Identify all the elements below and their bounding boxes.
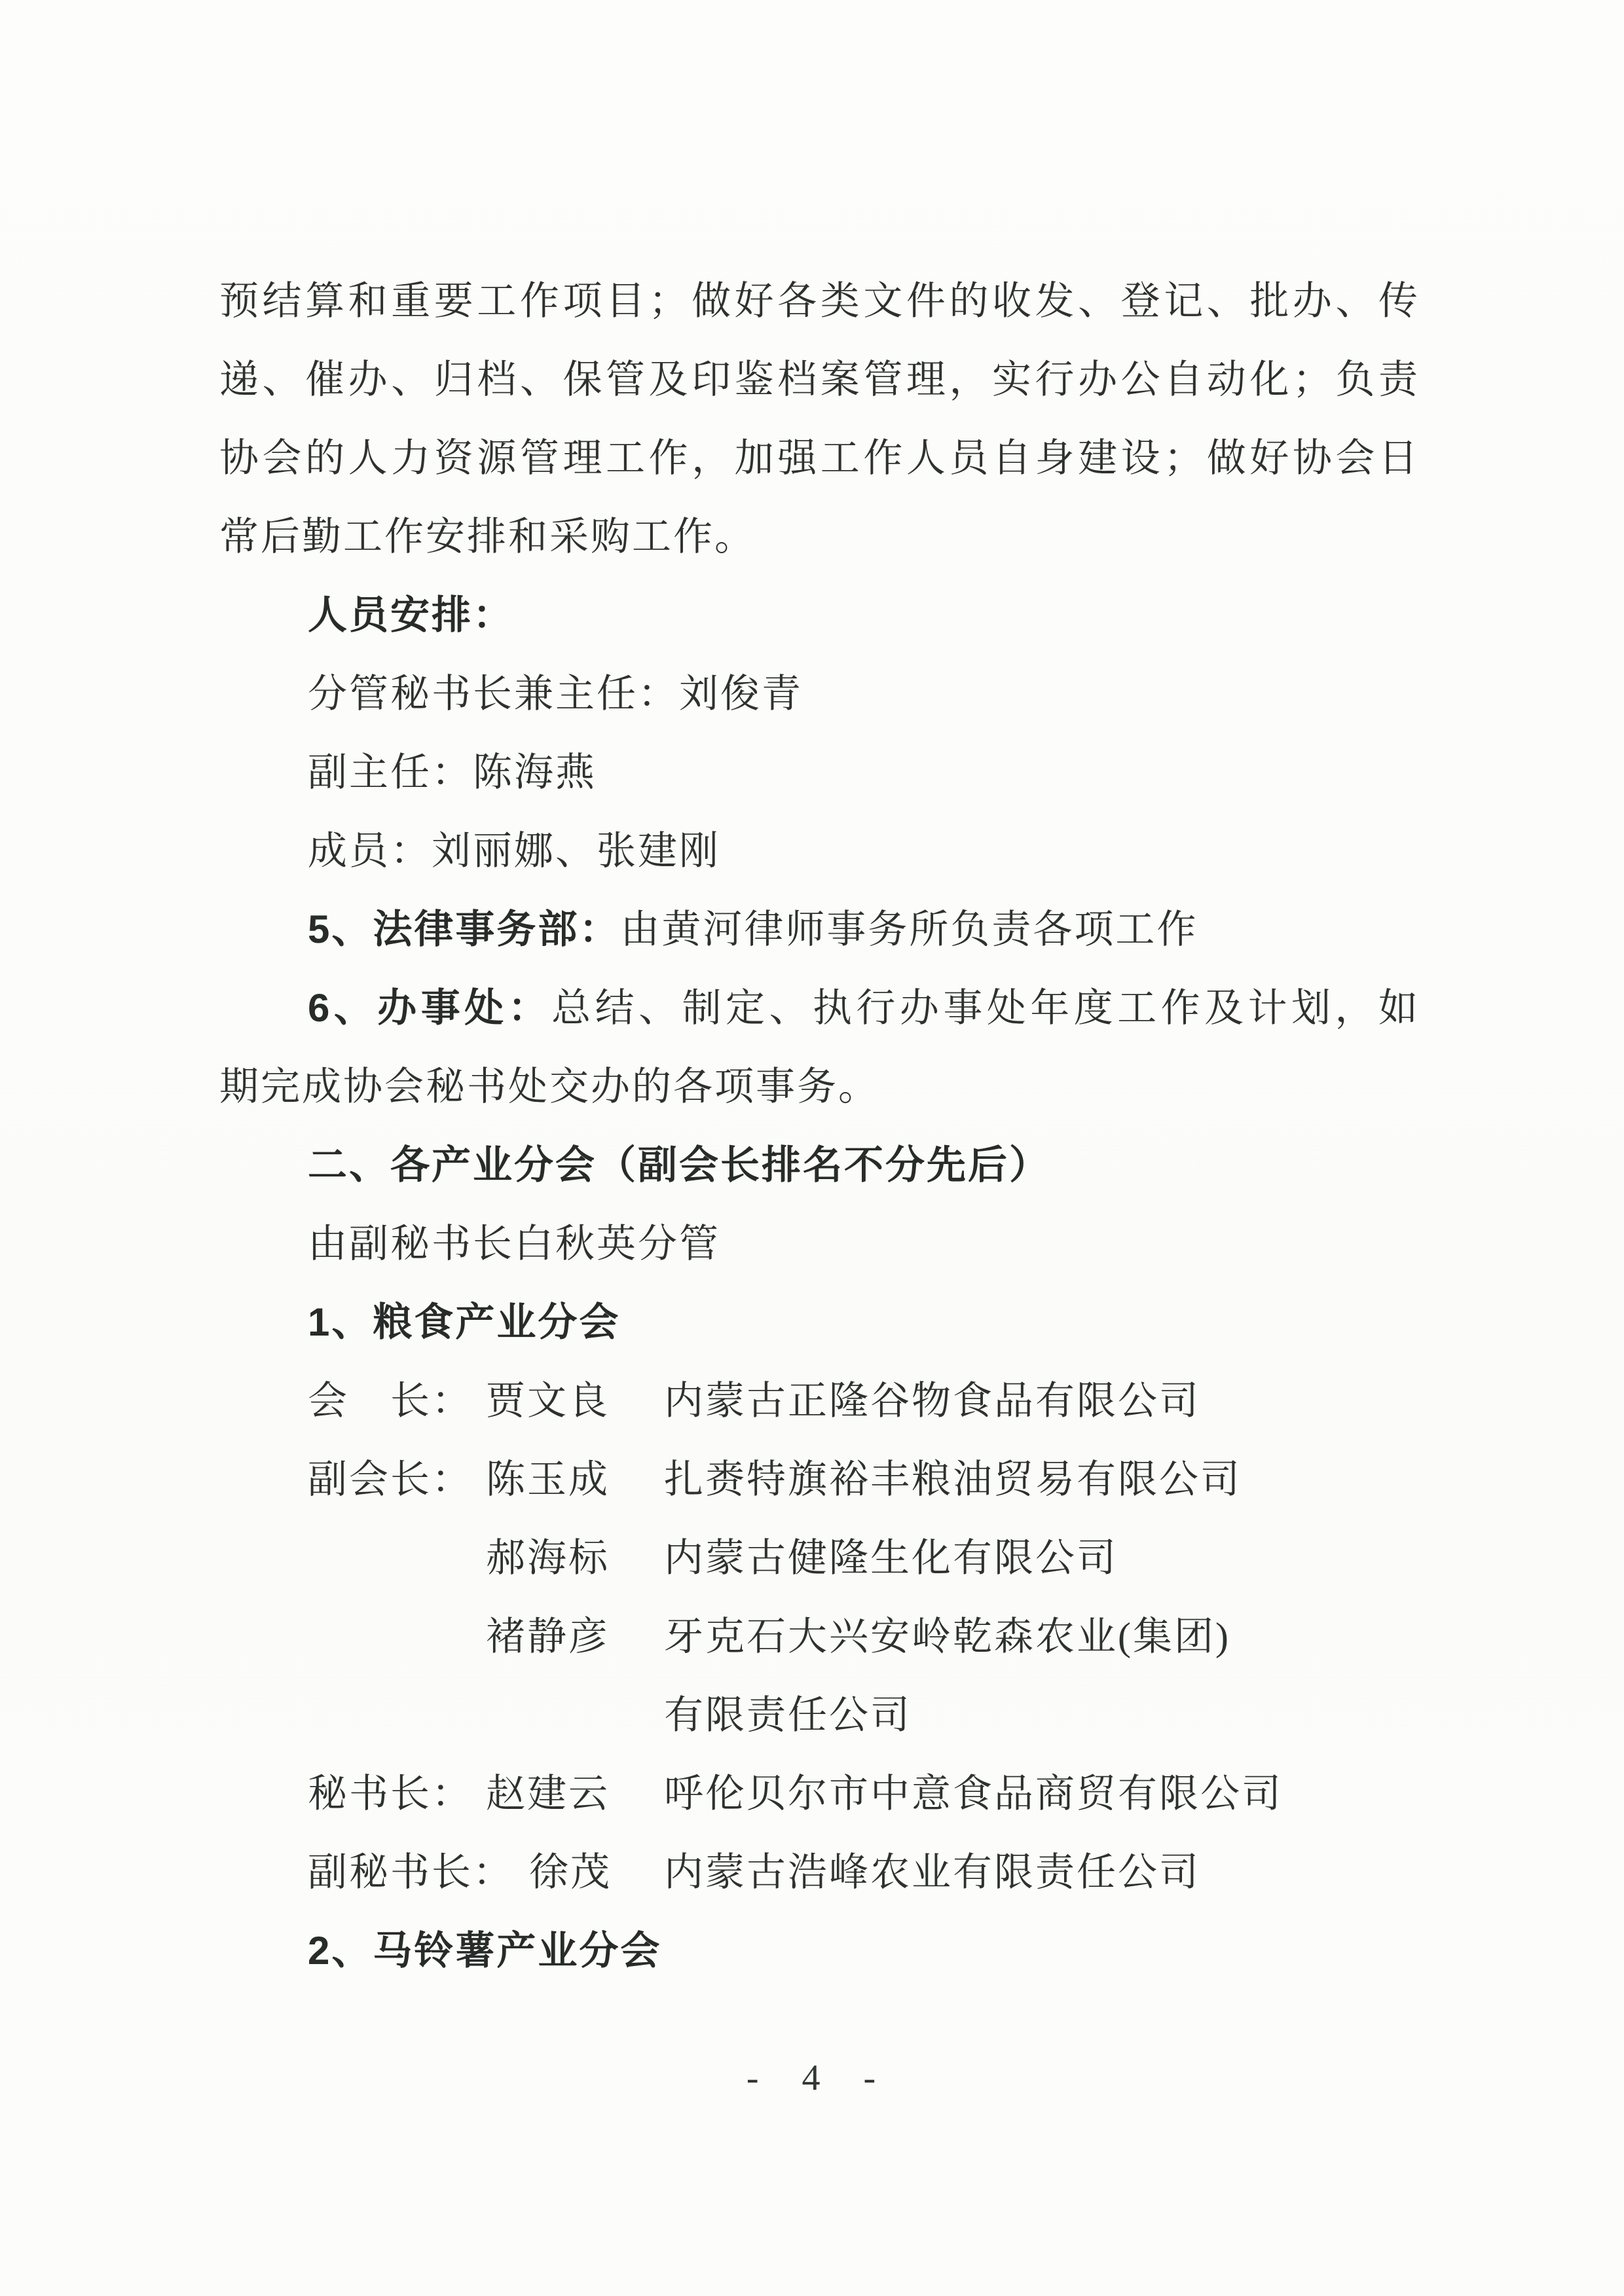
officer-company: 内蒙古正隆谷物食品有限公司 [664, 1379, 1200, 1423]
item5-label: 5、法律事务部： [308, 907, 621, 951]
branch2-heading: 2、马铃薯产业分会 [308, 1929, 662, 1973]
item6-label: 6、办事处： [308, 986, 552, 1030]
officer-company: 扎赉特旗裕丰粮油贸易有限公司 [664, 1458, 1242, 1501]
officer-company: 内蒙古浩峰农业有限责任公司 [664, 1851, 1200, 1894]
office-duties-line-3: 协会的人力资源管理工作，加强工作人员自身建设；做好协会日 [219, 437, 1420, 480]
officer-name: 褚静彦 [486, 1615, 610, 1658]
item6-office-line [219, 969, 1420, 1048]
officer-name: 郝海标 [486, 1537, 610, 1580]
officer-row-company-continuation [219, 1676, 1420, 1755]
personnel-heading: 人员安排： [308, 593, 514, 637]
officer-name: 陈玉成 [486, 1458, 610, 1501]
section2-heading-line [219, 1126, 1420, 1205]
officer-label: 副会长： [308, 1458, 473, 1501]
office-duties-line-2: 递、催办、归档、保管及印鉴档案管理，实行办公自动化；负责 [219, 358, 1420, 401]
officer-label: 副秘书长： [308, 1851, 514, 1894]
item6-text: 总结、制定、执行办事处年度工作及计划，如 [551, 987, 1420, 1030]
section2-heading: 二、各产业分会（副会长排名不分先后） [308, 1143, 1050, 1187]
item5-legal-affairs-line [219, 890, 1420, 969]
officer-label: 会 长： [308, 1379, 473, 1423]
officer-company: 呼伦贝尔市中意食品商贸有限公司 [664, 1772, 1283, 1815]
officer-company: 内蒙古健隆生化有限公司 [664, 1537, 1118, 1580]
personnel-line-members: 成员：刘丽娜、张建刚 [308, 829, 720, 873]
office-duties-line-1: 预结算和重要工作项目；做好各类文件的收发、登记、批办、传 [219, 280, 1420, 323]
officer-name: 徐茂 [529, 1851, 612, 1894]
officer-company: 牙克石大兴安岭乾森农业(集团) [664, 1615, 1230, 1658]
officer-name: 贾文良 [486, 1379, 610, 1423]
officer-name: 赵建云 [486, 1772, 610, 1815]
text-block [219, 262, 1420, 1990]
item6-continuation-line: 期完成协会秘书处交办的各项事务。 [219, 1065, 879, 1108]
item5-text: 由黄河律师事务所负责各项工作 [620, 908, 1198, 951]
officer-row-vice-president-2 [219, 1519, 1420, 1597]
personnel-line-deputy-director: 副主任：陈海燕 [308, 751, 597, 794]
office-duties-line-4: 常后勤工作安排和采购工作。 [219, 515, 756, 558]
section2-manager-line: 由副秘书长白秋英分管 [308, 1222, 720, 1266]
personnel-line-director: 分管秘书长兼主任：刘俊青 [308, 672, 803, 716]
personnel-heading-line [219, 576, 1420, 655]
page-number: - 4 - [746, 2058, 893, 2098]
officer-row-secretary-general [219, 1755, 1420, 1833]
branch2-heading-line [219, 1912, 1420, 1990]
branch1-heading-line [219, 1283, 1420, 1362]
officer-row-deputy-secretary-general [219, 1833, 1420, 1912]
officer-row-vice-president-3 [219, 1597, 1420, 1676]
officer-row-vice-president-1 [219, 1440, 1420, 1519]
branch1-heading: 1、粮食产业分会 [308, 1300, 621, 1344]
officer-label: 秘书长： [308, 1772, 473, 1815]
officer-company: 有限责任公司 [664, 1694, 912, 1737]
officer-row-president [219, 1362, 1420, 1440]
